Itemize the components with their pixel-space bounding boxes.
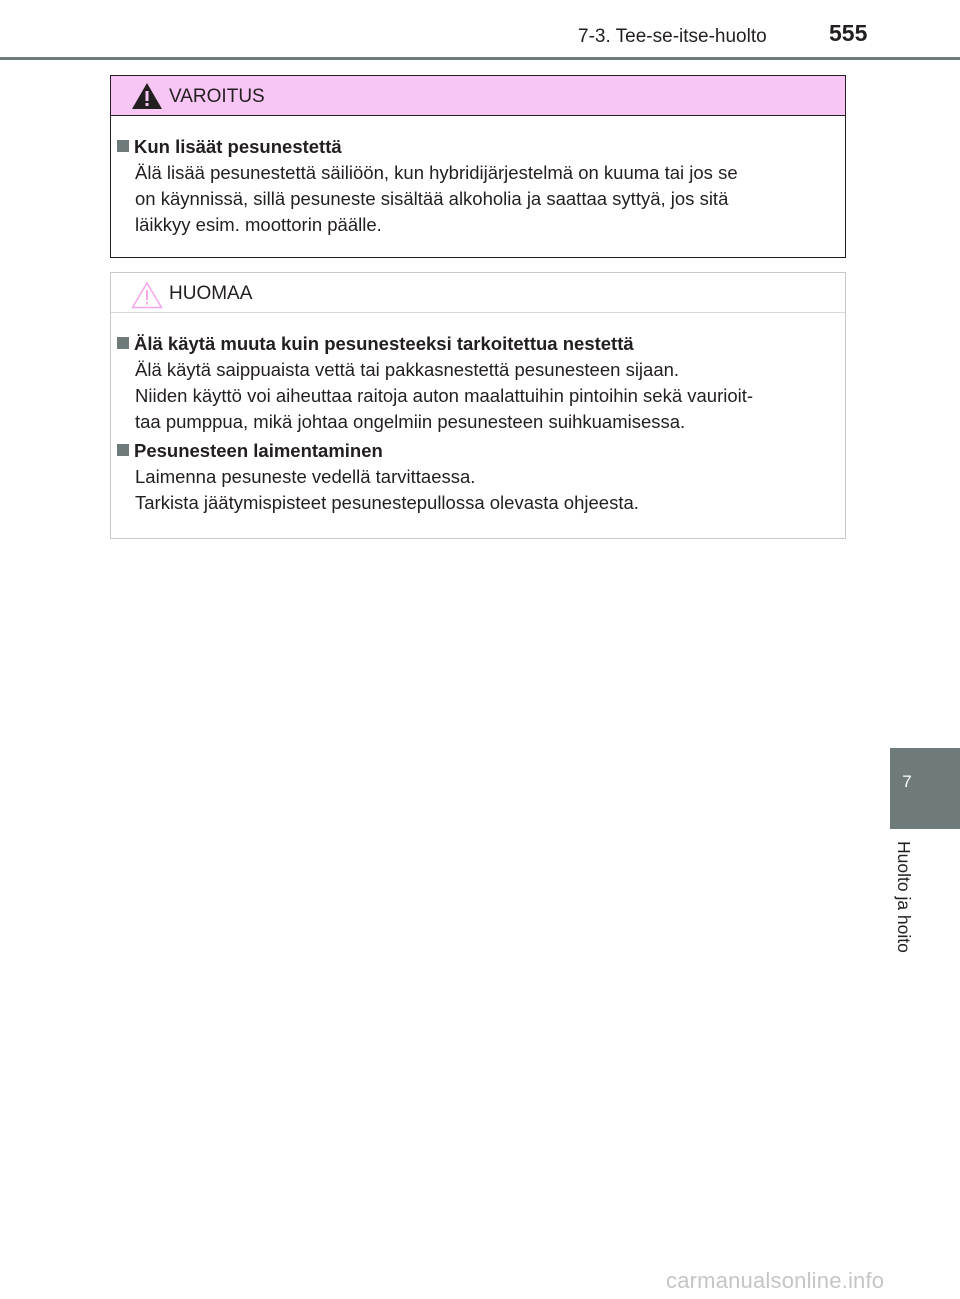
page-number: 555 (829, 20, 868, 46)
header-rule (0, 57, 960, 60)
section-title: 7-3. Tee-se-itse-huolto (578, 26, 767, 47)
watermark: carmanualsonline.info (666, 1268, 885, 1293)
notice-box (110, 272, 846, 539)
warning-box (110, 75, 846, 258)
caution-triangle-outline-icon (131, 281, 163, 309)
chapter-label-text: Huolto ja hoito (894, 841, 914, 953)
text-line: läikkyy esim. moottorin päälle. (135, 214, 382, 235)
text-line: Älä käytä saippuaista vettä tai pakkasnestettä pesunesteen sijaan. (135, 359, 680, 380)
text-line: taa pumppua, mikä johtaa ongelmiin pesunesteen suihkuamisessa. (135, 411, 686, 432)
notice-item-title-text: Pesunesteen laimentaminen (134, 440, 383, 461)
notice-item-text (135, 357, 832, 435)
warning-item-title (117, 136, 342, 158)
notice-label: HUOMAA (169, 283, 253, 304)
square-bullet-icon (117, 140, 129, 152)
notice-item-text (135, 464, 832, 516)
warning-header (111, 76, 845, 116)
page-header (0, 0, 960, 60)
warning-triangle-icon (131, 82, 163, 110)
text-line: Laimenna pesuneste vedellä tarvittaessa. (135, 466, 476, 487)
notice-header (111, 273, 845, 313)
notice-item-title-text: Älä käytä muuta kuin pesunesteeksi tarkoitettua nestettä (134, 333, 634, 354)
warning-label: VAROITUS (169, 86, 265, 107)
text-line: Tarkista jäätymispisteet pesunestepullossa olevasta ohjeesta. (135, 492, 639, 513)
square-bullet-icon (117, 337, 129, 349)
warning-item-title-text: Kun lisäät pesunestettä (134, 136, 342, 157)
notice-item-title (117, 440, 383, 462)
text-line: Älä lisää pesunestettä säiliöön, kun hybridijärjestelmä on kuuma tai jos se (135, 162, 738, 183)
text-line: Niiden käyttö voi aiheuttaa raitoja auton maalattuihin pintoihin sekä vaurioit- (135, 385, 754, 406)
notice-item-title (117, 333, 634, 355)
chapter-label (893, 841, 923, 981)
text-line: on käynnissä, sillä pesuneste sisältää alkoholia ja saattaa syttyä, jos sitä (135, 188, 729, 209)
warning-item-text (135, 160, 832, 238)
chapter-tab (890, 748, 960, 829)
square-bullet-icon (117, 444, 129, 456)
chapter-number: 7 (902, 772, 912, 791)
